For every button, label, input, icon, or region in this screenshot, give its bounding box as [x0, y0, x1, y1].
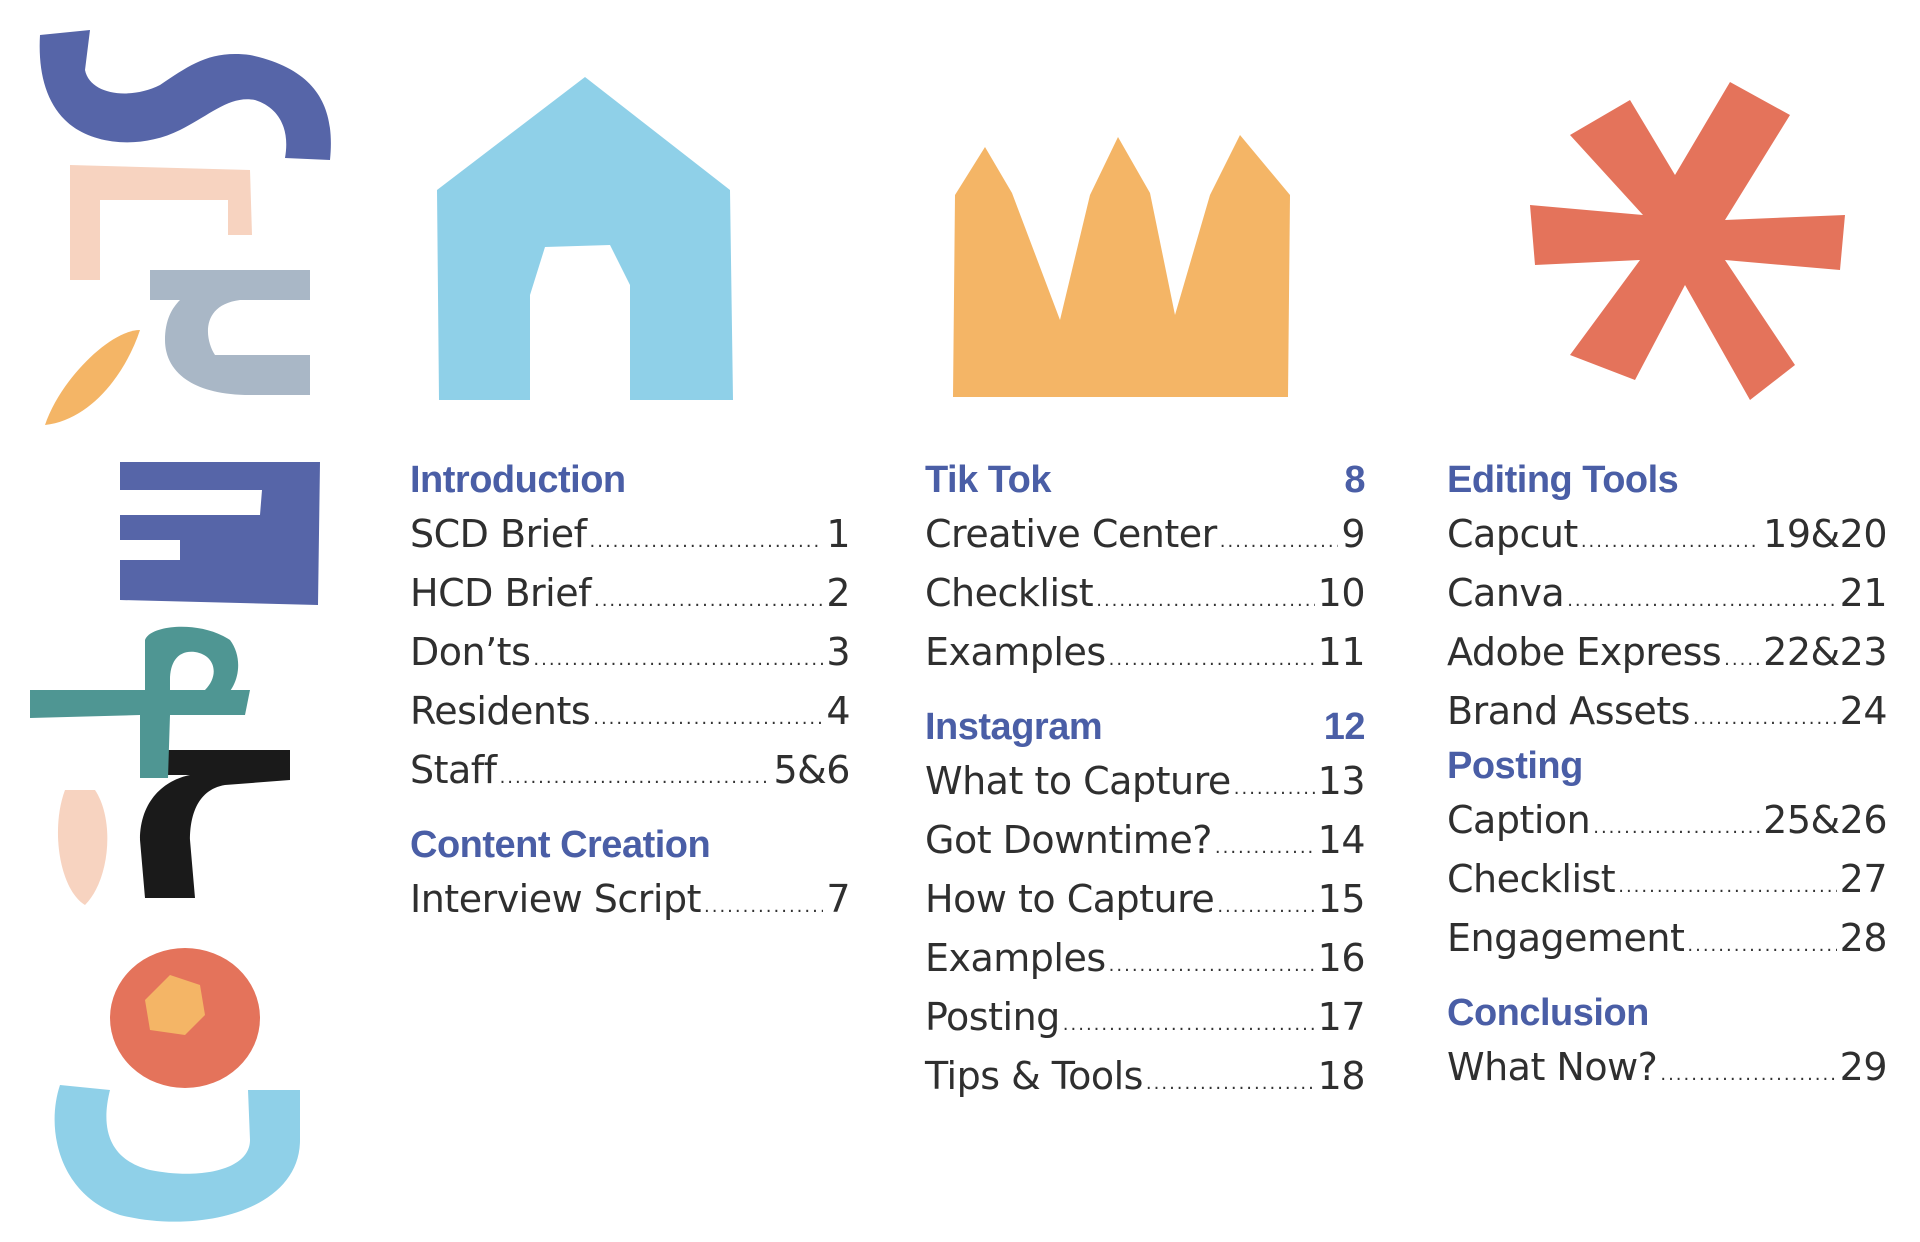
orange-leaf-shape: [45, 330, 140, 425]
house-icon: [435, 75, 735, 405]
toc-column-2: [925, 455, 1365, 1106]
toc-entry[interactable]: Creative Center ..... 9: [925, 505, 1365, 564]
toc-entry[interactable]: Don’ts ..... 3: [410, 623, 850, 682]
letter-t-peach-shape: [70, 165, 252, 280]
letter-s-shape: [40, 30, 331, 160]
toc-column-1: [410, 455, 850, 929]
toc-entry[interactable]: Staff ..... 5&6: [410, 741, 850, 800]
section-introduction[interactable]: Introduction: [410, 459, 626, 501]
toc-entry[interactable]: HCD Brief ..... 2: [410, 564, 850, 623]
toc-column-3: [1447, 455, 1887, 1097]
peach-leaf-shape: [58, 790, 107, 905]
toc-entry[interactable]: Checklist ..... 10: [925, 564, 1365, 623]
crown-icon: [950, 135, 1300, 400]
toc-entry[interactable]: What Now? ..... 29: [1447, 1038, 1887, 1097]
section-editing-tools[interactable]: Editing Tools: [1447, 459, 1679, 501]
toc-entry[interactable]: Capcut ..... 19&20: [1447, 505, 1887, 564]
toc-entry[interactable]: Engagement ..... 28: [1447, 909, 1887, 968]
contents-title-graphic: [0, 0, 360, 1242]
toc-entry[interactable]: Checklist ..... 27: [1447, 850, 1887, 909]
toc-entry[interactable]: How to Capture ..... 15: [925, 870, 1365, 929]
toc-entry[interactable]: Residents ..... 4: [410, 682, 850, 741]
toc-entry[interactable]: Examples ..... 16: [925, 929, 1365, 988]
toc-entry[interactable]: Brand Assets ..... 24: [1447, 682, 1887, 741]
toc-entry[interactable]: Caption ..... 25&26: [1447, 791, 1887, 850]
section-content-creation[interactable]: Content Creation: [410, 824, 711, 866]
section-tiktok[interactable]: Tik Tok 8: [925, 459, 1365, 501]
toc-entry[interactable]: Posting ..... 17: [925, 988, 1365, 1047]
letter-e-shape: [120, 462, 320, 605]
toc-entry[interactable]: Interview Script ..... 7: [410, 870, 850, 929]
toc-entry[interactable]: Canva ..... 21: [1447, 564, 1887, 623]
toc-entry[interactable]: SCD Brief ..... 1: [410, 505, 850, 564]
toc-entry[interactable]: Got Downtime? ..... 14: [925, 811, 1365, 870]
letter-c-shape: [55, 1085, 300, 1222]
section-conclusion[interactable]: Conclusion: [1447, 992, 1649, 1034]
section-posting[interactable]: Posting: [1447, 745, 1583, 787]
letter-n-grey-shape: [150, 270, 310, 395]
toc-entry[interactable]: Examples ..... 11: [925, 623, 1365, 682]
toc-entry[interactable]: What to Capture ..... 13: [925, 752, 1365, 811]
section-instagram[interactable]: Instagram 12: [925, 706, 1365, 748]
toc-entry[interactable]: Adobe Express ..... 22&23: [1447, 623, 1887, 682]
asterisk-icon: [1525, 80, 1845, 400]
toc-entry[interactable]: Tips & Tools ..... 18: [925, 1047, 1365, 1106]
